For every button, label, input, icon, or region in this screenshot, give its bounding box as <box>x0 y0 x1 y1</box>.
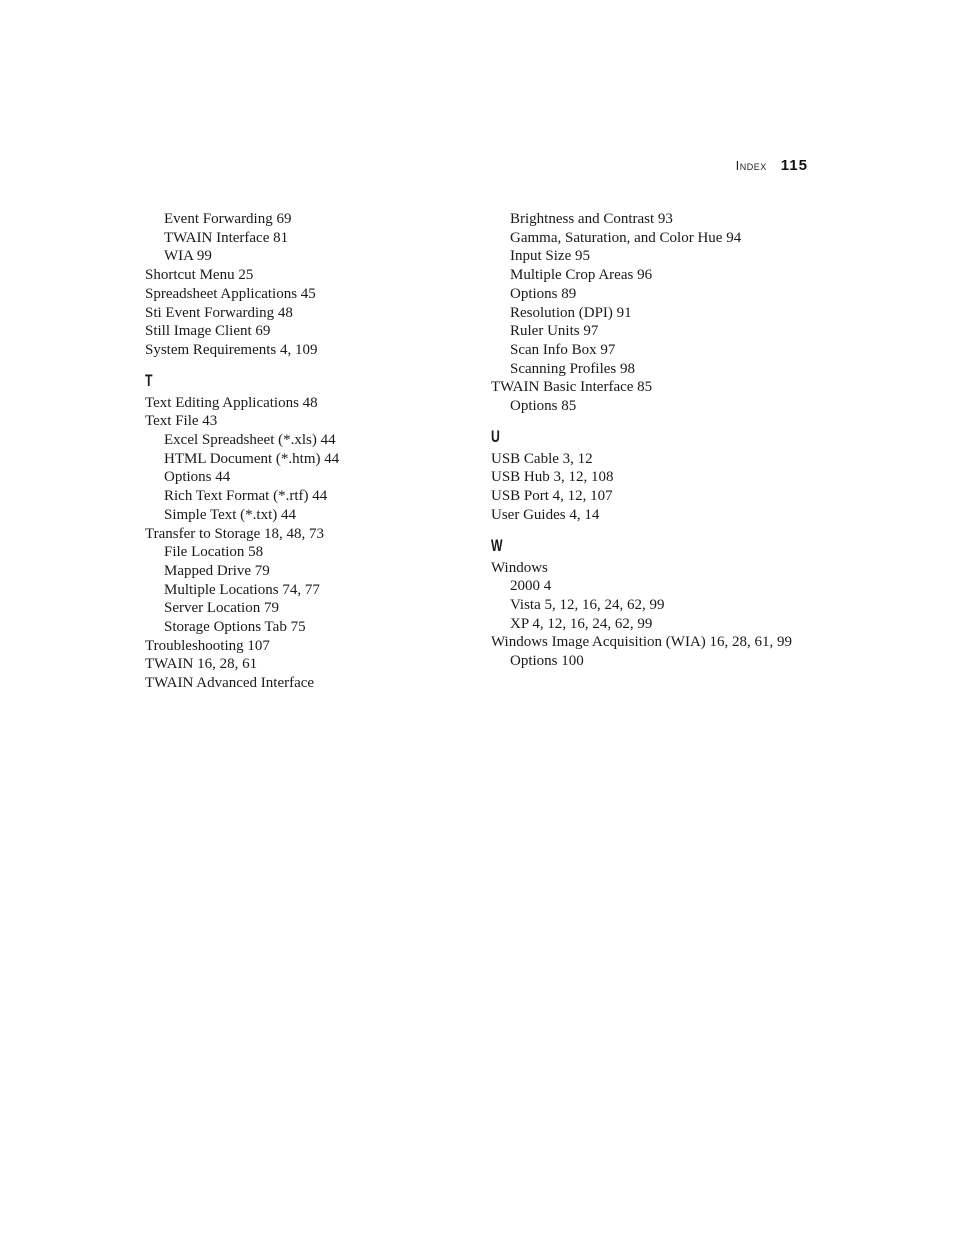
index-subentry: Rich Text Format (*.rtf) 44 <box>164 488 328 505</box>
index-subentry: Scanning Profiles 98 <box>510 360 635 377</box>
index-subentry: Storage Options Tab 75 <box>164 619 306 636</box>
index-subentry: Gamma, Saturation, and Color Hue 94 <box>510 229 742 246</box>
index-entry: TWAIN Advanced Interface <box>145 675 315 692</box>
index-subentry: File Location 58 <box>164 544 264 561</box>
index-subentry: 2000 4 <box>510 578 552 595</box>
index-entry: Troubleshooting 107 <box>145 637 270 654</box>
index-subentry: Multiple Crop Areas 96 <box>510 267 653 284</box>
index-subentry: Excel Spreadsheet (*.xls) 44 <box>164 432 336 449</box>
index-entry: TWAIN 16, 28, 61 <box>145 656 258 673</box>
index-column-right <box>491 210 821 671</box>
index-entry: Transfer to Storage 18, 48, 73 <box>145 525 325 542</box>
index-subentry: Simple Text (*.txt) 44 <box>164 506 296 523</box>
index-subentry: Ruler Units 97 <box>510 323 599 340</box>
index-subentry: Options 85 <box>510 398 577 415</box>
index-letter-heading: W <box>491 535 503 555</box>
index-column-left <box>145 210 475 693</box>
index-subentry: WIA 99 <box>164 248 212 265</box>
index-subentry: Input Size 95 <box>510 248 590 265</box>
page-number: 115 <box>780 157 808 174</box>
running-header <box>736 157 808 174</box>
index-entry: USB Port 4, 12, 107 <box>491 488 613 505</box>
index-subentry: Options 44 <box>164 469 231 486</box>
index-entry: USB Hub 3, 12, 108 <box>491 469 614 486</box>
index-subentry: Options 89 <box>510 285 577 302</box>
index-subentry: Vista 5, 12, 16, 24, 62, 99 <box>510 596 665 613</box>
index-subentry: Server Location 79 <box>164 600 279 617</box>
index-subentry: Brightness and Contrast 93 <box>510 211 673 227</box>
index-subentry: Options 100 <box>510 653 584 670</box>
index-entry: Text File 43 <box>145 413 218 430</box>
index-subentry: Resolution (DPI) 91 <box>510 304 632 321</box>
index-letter-heading: T <box>145 370 153 390</box>
index-entry: Windows Image Acquisition (WIA) 16, 28, 61, 99 <box>491 634 793 651</box>
index-entry: USB Cable 3, 12 <box>491 450 593 467</box>
index-entry: Text Editing Applications 48 <box>145 394 318 411</box>
index-subentry: Mapped Drive 79 <box>164 562 270 579</box>
index-subentry: TWAIN Interface 81 <box>164 229 289 246</box>
index-entry: System Requirements 4, 109 <box>145 341 318 358</box>
section-title: Index <box>735 158 767 173</box>
index-entry: Still Image Client 69 <box>145 323 271 340</box>
index-subentry: Scan Info Box 97 <box>510 341 616 358</box>
index-subentry: HTML Document (*.htm) 44 <box>164 450 340 467</box>
index-entry: Shortcut Menu 25 <box>145 267 254 284</box>
index-letter-heading: U <box>491 426 500 446</box>
index-entry: Sti Event Forwarding 48 <box>145 304 293 321</box>
index-entry: Windows <box>491 559 548 576</box>
index-entry: Spreadsheet Applications 45 <box>145 285 316 302</box>
index-entry: TWAIN Basic Interface 85 <box>491 379 653 396</box>
index-subentry: Event Forwarding 69 <box>164 211 292 227</box>
index-subentry: Multiple Locations 74, 77 <box>164 581 320 598</box>
index-entry: User Guides 4, 14 <box>491 506 600 523</box>
index-subentry: XP 4, 12, 16, 24, 62, 99 <box>510 615 653 632</box>
